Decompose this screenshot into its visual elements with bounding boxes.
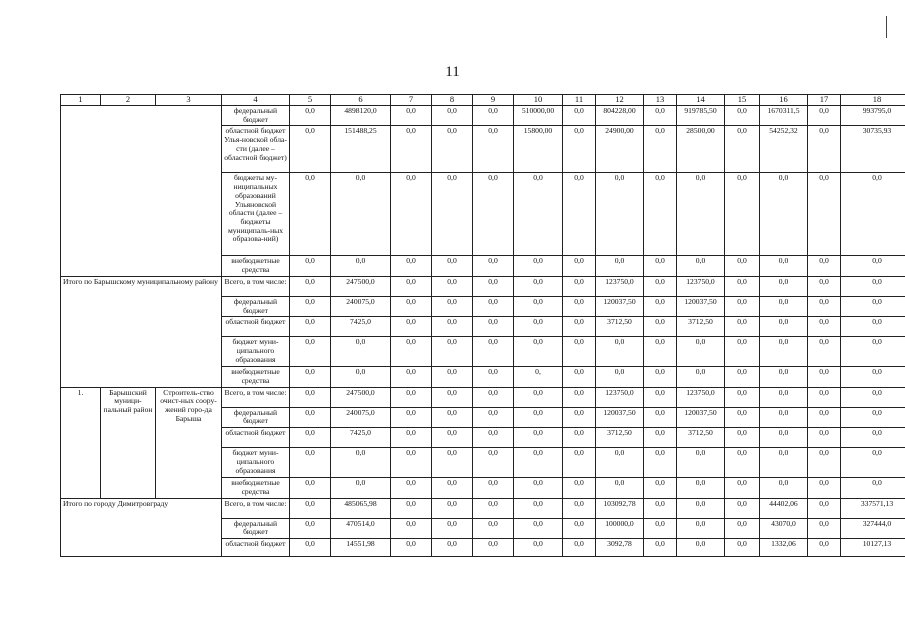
- value-cell: 0,0: [563, 448, 596, 478]
- value-cell: 0,0: [563, 407, 596, 427]
- value-cell: 919785,50: [677, 106, 725, 126]
- value-cell: 0,0: [432, 539, 473, 557]
- value-cell: 0,0: [391, 106, 432, 126]
- value-cell: 0,0: [432, 387, 473, 407]
- value-cell: 0,0: [391, 478, 432, 498]
- value-cell: 1670311,5: [760, 106, 808, 126]
- column-number-14: 14: [677, 95, 725, 106]
- value-cell: 0,0: [841, 448, 905, 478]
- value-cell: 0,0: [563, 126, 596, 173]
- value-cell: 0,0: [391, 367, 432, 387]
- funding-source: Всего, в том числе:: [222, 276, 290, 296]
- value-cell: 0,0: [760, 448, 808, 478]
- value-cell: 0,0: [432, 276, 473, 296]
- value-cell: 0,0: [514, 256, 563, 276]
- value-cell: 0,0: [644, 337, 677, 367]
- column-number-6: 6: [331, 95, 391, 106]
- value-cell: 485065,98: [331, 498, 391, 518]
- value-cell: 0,0: [841, 256, 905, 276]
- value-cell: 0,0: [841, 428, 905, 448]
- value-cell: 123750,0: [677, 387, 725, 407]
- value-cell: 0,0: [331, 448, 391, 478]
- value-cell: 0,0: [644, 498, 677, 518]
- value-cell: 28500,00: [677, 126, 725, 173]
- value-cell: 0,0: [473, 173, 514, 256]
- value-cell: 0,0: [841, 478, 905, 498]
- funding-source: бюджеты му-ниципальных образований Ульяновской области (далее – бюджеты муниципаль-ных образова-ний): [222, 173, 290, 256]
- value-cell: 0,0: [725, 498, 760, 518]
- column-number-11: 11: [563, 95, 596, 106]
- value-cell: 0,0: [841, 173, 905, 256]
- value-cell: 0,0: [841, 276, 905, 296]
- value-cell: 0,0: [391, 276, 432, 296]
- value-cell: 0,0: [290, 276, 331, 296]
- value-cell: 510000,00: [514, 106, 563, 126]
- value-cell: 0,0: [808, 448, 841, 478]
- column-number-8: 8: [432, 95, 473, 106]
- value-cell: 0,0: [808, 296, 841, 316]
- value-cell: 0,0: [644, 367, 677, 387]
- value-cell: 0,0: [725, 256, 760, 276]
- blank-cells: [61, 106, 222, 277]
- value-cell: 0,0: [677, 518, 725, 538]
- value-cell: 103092,78: [596, 498, 644, 518]
- value-cell: 0,0: [644, 539, 677, 557]
- value-cell: 0,0: [473, 387, 514, 407]
- column-number-4: 4: [222, 95, 290, 106]
- object-name: Строитель-ство очист-ных соору-жений горо-да Барыша: [156, 387, 222, 498]
- value-cell: 0,0: [596, 478, 644, 498]
- value-cell: 0,0: [432, 126, 473, 173]
- value-cell: 240075,0: [331, 407, 391, 427]
- value-cell: 100000,0: [596, 518, 644, 538]
- value-cell: 0,0: [514, 428, 563, 448]
- value-cell: 0,0: [725, 539, 760, 557]
- header-row: [61, 95, 905, 106]
- value-cell: 0,0: [473, 539, 514, 557]
- value-cell: 0,0: [808, 407, 841, 427]
- funding-source: областной бюджет: [222, 428, 290, 448]
- value-cell: 0,0: [290, 407, 331, 427]
- value-cell: 0,0: [725, 317, 760, 337]
- value-cell: 0,0: [473, 317, 514, 337]
- value-cell: 0,0: [290, 317, 331, 337]
- value-cell: 0,0: [514, 173, 563, 256]
- value-cell: 0,0: [432, 317, 473, 337]
- value-cell: 0,0: [432, 428, 473, 448]
- value-cell: 0,0: [808, 337, 841, 367]
- value-cell: 0,0: [644, 106, 677, 126]
- value-cell: 0,0: [760, 256, 808, 276]
- value-cell: 0,0: [760, 387, 808, 407]
- value-cell: 0,0: [473, 337, 514, 367]
- value-cell: 0,0: [725, 367, 760, 387]
- value-cell: 0,0: [473, 276, 514, 296]
- column-number-1: 1: [61, 95, 101, 106]
- value-cell: 0,0: [808, 387, 841, 407]
- value-cell: 0,0: [331, 367, 391, 387]
- table-row: [61, 276, 905, 296]
- value-cell: 0,0: [644, 518, 677, 538]
- value-cell: 247500,0: [331, 276, 391, 296]
- value-cell: 0,0: [290, 448, 331, 478]
- value-cell: 0,0: [514, 448, 563, 478]
- value-cell: 3092,78: [596, 539, 644, 557]
- value-cell: 0,0: [596, 173, 644, 256]
- group-total-label: Итого по Барышскому муниципальному району: [61, 276, 222, 387]
- value-cell: 0,0: [841, 387, 905, 407]
- value-cell: 0,0: [290, 256, 331, 276]
- funding-source: областной бюджет: [222, 539, 290, 557]
- funding-source: федеральный бюджет: [222, 296, 290, 316]
- value-cell: 0,0: [725, 276, 760, 296]
- value-cell: 0,0: [644, 478, 677, 498]
- value-cell: 0,0: [725, 448, 760, 478]
- value-cell: 0,0: [644, 428, 677, 448]
- value-cell: 0,0: [473, 518, 514, 538]
- value-cell: 3712,50: [677, 317, 725, 337]
- value-cell: 0,0: [760, 407, 808, 427]
- value-cell: 0,0: [760, 428, 808, 448]
- table-row: [61, 387, 905, 407]
- margin-mark: [886, 16, 887, 38]
- column-number-2: 2: [101, 95, 156, 106]
- value-cell: 0,0: [432, 478, 473, 498]
- value-cell: 3712,50: [596, 317, 644, 337]
- value-cell: 0,0: [563, 256, 596, 276]
- value-cell: 0,0: [391, 173, 432, 256]
- value-cell: 0,0: [808, 126, 841, 173]
- row-index: 1.: [61, 387, 101, 498]
- value-cell: 470514,0: [331, 518, 391, 538]
- value-cell: 0,0: [808, 367, 841, 387]
- column-number-10: 10: [514, 95, 563, 106]
- value-cell: 0,0: [808, 518, 841, 538]
- value-cell: 0,0: [644, 173, 677, 256]
- value-cell: 0,0: [473, 407, 514, 427]
- value-cell: 0,0: [473, 296, 514, 316]
- value-cell: 0,0: [808, 256, 841, 276]
- value-cell: 120037,50: [596, 296, 644, 316]
- value-cell: 0,0: [725, 126, 760, 173]
- value-cell: 0,0: [290, 126, 331, 173]
- value-cell: 0,0: [808, 276, 841, 296]
- value-cell: 0,0: [473, 126, 514, 173]
- value-cell: 993795,0: [841, 106, 905, 126]
- value-cell: 0,0: [725, 173, 760, 256]
- value-cell: 120037,50: [677, 296, 725, 316]
- value-cell: 0,0: [290, 498, 331, 518]
- value-cell: 54252,32: [760, 126, 808, 173]
- value-cell: 0,0: [331, 173, 391, 256]
- value-cell: 0,0: [808, 317, 841, 337]
- value-cell: 0,0: [290, 478, 331, 498]
- value-cell: 0,0: [290, 367, 331, 387]
- value-cell: 0,0: [432, 256, 473, 276]
- value-cell: 0,0: [760, 296, 808, 316]
- value-cell: 0,0: [725, 296, 760, 316]
- value-cell: 0,0: [473, 367, 514, 387]
- value-cell: 0,0: [808, 106, 841, 126]
- value-cell: 0,0: [725, 387, 760, 407]
- value-cell: 0,0: [391, 518, 432, 538]
- value-cell: 0,0: [677, 173, 725, 256]
- value-cell: 0,0: [644, 407, 677, 427]
- value-cell: 0,0: [808, 498, 841, 518]
- value-cell: 0,0: [290, 428, 331, 448]
- value-cell: 0,0: [290, 296, 331, 316]
- value-cell: 0,0: [473, 256, 514, 276]
- budget-table: [60, 94, 905, 557]
- column-number-13: 13: [644, 95, 677, 106]
- value-cell: 0,0: [725, 478, 760, 498]
- value-cell: 24900,00: [596, 126, 644, 173]
- value-cell: 30735,93: [841, 126, 905, 173]
- value-cell: 0,0: [290, 518, 331, 538]
- value-cell: 0,0: [514, 337, 563, 367]
- value-cell: 0,0: [563, 539, 596, 557]
- value-cell: 151488,25: [331, 126, 391, 173]
- value-cell: 0,0: [677, 337, 725, 367]
- value-cell: 0,0: [808, 173, 841, 256]
- value-cell: 0,0: [725, 337, 760, 367]
- value-cell: 120037,50: [596, 407, 644, 427]
- value-cell: 0,0: [563, 367, 596, 387]
- value-cell: 10127,13: [841, 539, 905, 557]
- value-cell: 0,0: [290, 539, 331, 557]
- value-cell: 0,0: [432, 337, 473, 367]
- value-cell: 0,0: [391, 126, 432, 173]
- value-cell: 0,0: [563, 276, 596, 296]
- value-cell: 0,0: [563, 173, 596, 256]
- value-cell: 0,0: [760, 337, 808, 367]
- value-cell: 0,0: [596, 367, 644, 387]
- value-cell: 804228,00: [596, 106, 644, 126]
- value-cell: 7425,0: [331, 428, 391, 448]
- value-cell: 0,0: [391, 539, 432, 557]
- value-cell: 0,0: [644, 296, 677, 316]
- value-cell: 0,0: [514, 296, 563, 316]
- funding-source: Всего, в том числе:: [222, 387, 290, 407]
- value-cell: 0,0: [514, 407, 563, 427]
- column-number-16: 16: [760, 95, 808, 106]
- value-cell: 0,0: [514, 317, 563, 337]
- value-cell: 337571,13: [841, 498, 905, 518]
- funding-source: внебюджетные средства: [222, 478, 290, 498]
- value-cell: 1332,06: [760, 539, 808, 557]
- value-cell: 0,0: [644, 387, 677, 407]
- column-number-3: 3: [156, 95, 222, 106]
- value-cell: 0,0: [563, 296, 596, 316]
- value-cell: 0,0: [760, 317, 808, 337]
- column-number-15: 15: [725, 95, 760, 106]
- value-cell: 0,0: [760, 173, 808, 256]
- column-number-5: 5: [290, 95, 331, 106]
- value-cell: 0,0: [432, 407, 473, 427]
- value-cell: 3712,50: [677, 428, 725, 448]
- table-row: [61, 106, 905, 126]
- value-cell: 0,0: [563, 317, 596, 337]
- value-cell: 3712,50: [596, 428, 644, 448]
- value-cell: 0,0: [563, 387, 596, 407]
- value-cell: 0,0: [760, 478, 808, 498]
- value-cell: 0,0: [725, 518, 760, 538]
- value-cell: 0,0: [725, 428, 760, 448]
- value-cell: 0,0: [677, 539, 725, 557]
- value-cell: 120037,50: [677, 407, 725, 427]
- value-cell: 0,0: [760, 276, 808, 296]
- value-cell: 0,0: [391, 448, 432, 478]
- value-cell: 247500,0: [331, 387, 391, 407]
- value-cell: 0,0: [644, 448, 677, 478]
- value-cell: 0,0: [725, 407, 760, 427]
- value-cell: 0,0: [290, 337, 331, 367]
- value-cell: 0,0: [473, 498, 514, 518]
- value-cell: 240075,0: [331, 296, 391, 316]
- column-number-17: 17: [808, 95, 841, 106]
- value-cell: 0,0: [331, 478, 391, 498]
- value-cell: 0,0: [563, 337, 596, 367]
- value-cell: 0,0: [391, 407, 432, 427]
- value-cell: 0,0: [473, 478, 514, 498]
- page-number: 11: [445, 64, 460, 80]
- value-cell: 0,0: [596, 337, 644, 367]
- funding-source: федеральный бюджет: [222, 407, 290, 427]
- value-cell: 0,0: [514, 276, 563, 296]
- value-cell: 0,0: [563, 498, 596, 518]
- column-number-18: 18: [841, 95, 905, 106]
- funding-source: областной бюджет Улья-новской обла-сти (далее – областной бюджет): [222, 126, 290, 173]
- funding-source: областной бюджет: [222, 317, 290, 337]
- value-cell: 0,0: [290, 387, 331, 407]
- value-cell: 0,0: [677, 256, 725, 276]
- value-cell: 0,0: [841, 317, 905, 337]
- district-name: Барышский муници-пальный район: [101, 387, 156, 498]
- value-cell: 0,0: [391, 256, 432, 276]
- value-cell: 14551,98: [331, 539, 391, 557]
- funding-source: бюджет муни-ципального образования: [222, 337, 290, 367]
- column-number-12: 12: [596, 95, 644, 106]
- value-cell: 0,0: [514, 387, 563, 407]
- funding-source: внебюджетные средства: [222, 256, 290, 276]
- value-cell: 0,0: [331, 337, 391, 367]
- value-cell: 0,0: [432, 173, 473, 256]
- funding-source: бюджет муни-ципального образования: [222, 448, 290, 478]
- value-cell: 0,0: [290, 106, 331, 126]
- funding-source: федеральный бюджет: [222, 106, 290, 126]
- value-cell: 15800,00: [514, 126, 563, 173]
- value-cell: 327444,0: [841, 518, 905, 538]
- value-cell: 0,0: [290, 173, 331, 256]
- funding-source: внебюджетные средства: [222, 367, 290, 387]
- value-cell: 44402,06: [760, 498, 808, 518]
- value-cell: 0,0: [432, 518, 473, 538]
- value-cell: 0,0: [563, 106, 596, 126]
- value-cell: 0,0: [432, 106, 473, 126]
- value-cell: 0,0: [808, 428, 841, 448]
- value-cell: 0,0: [677, 367, 725, 387]
- value-cell: 0,0: [677, 448, 725, 478]
- value-cell: 0,0: [432, 296, 473, 316]
- value-cell: 0,0: [391, 387, 432, 407]
- value-cell: 0,0: [644, 276, 677, 296]
- value-cell: 0,0: [514, 518, 563, 538]
- value-cell: 0,0: [808, 539, 841, 557]
- value-cell: 0,0: [331, 256, 391, 276]
- value-cell: 123750,0: [596, 276, 644, 296]
- value-cell: 0,0: [514, 539, 563, 557]
- value-cell: 0,0: [563, 428, 596, 448]
- value-cell: 0,0: [644, 126, 677, 173]
- value-cell: 0,0: [432, 367, 473, 387]
- value-cell: 0,0: [514, 478, 563, 498]
- value-cell: 0,0: [644, 317, 677, 337]
- group-total-label: Итого по городу Димитровграду: [61, 498, 222, 556]
- value-cell: 0,0: [473, 106, 514, 126]
- funding-source: федеральный бюджет: [222, 518, 290, 538]
- value-cell: 123750,0: [677, 276, 725, 296]
- table-row: [61, 498, 905, 518]
- value-cell: 0,0: [514, 498, 563, 518]
- value-cell: 0,0: [841, 337, 905, 367]
- value-cell: 0,0: [391, 317, 432, 337]
- value-cell: 0,0: [841, 407, 905, 427]
- value-cell: 0,0: [841, 296, 905, 316]
- value-cell: 0,0: [563, 478, 596, 498]
- value-cell: 0,0: [432, 448, 473, 478]
- value-cell: 0,0: [677, 478, 725, 498]
- value-cell: 43070,0: [760, 518, 808, 538]
- value-cell: 0,0: [391, 296, 432, 316]
- value-cell: 0,0: [760, 367, 808, 387]
- value-cell: 0,0: [841, 367, 905, 387]
- value-cell: 0,0: [596, 256, 644, 276]
- value-cell: 0,0: [677, 498, 725, 518]
- value-cell: 0,0: [725, 106, 760, 126]
- value-cell: 0,: [514, 367, 563, 387]
- value-cell: 0,0: [473, 448, 514, 478]
- value-cell: 7425,0: [331, 317, 391, 337]
- value-cell: 0,0: [596, 448, 644, 478]
- value-cell: 0,0: [391, 337, 432, 367]
- funding-source: Всего, в том числе:: [222, 498, 290, 518]
- value-cell: 0,0: [391, 428, 432, 448]
- value-cell: 0,0: [391, 498, 432, 518]
- column-number-9: 9: [473, 95, 514, 106]
- value-cell: 0,0: [432, 498, 473, 518]
- value-cell: 0,0: [808, 478, 841, 498]
- value-cell: 4898120,0: [331, 106, 391, 126]
- value-cell: 0,0: [563, 518, 596, 538]
- value-cell: 0,0: [473, 428, 514, 448]
- column-number-7: 7: [391, 95, 432, 106]
- value-cell: 123750,0: [596, 387, 644, 407]
- value-cell: 0,0: [644, 256, 677, 276]
